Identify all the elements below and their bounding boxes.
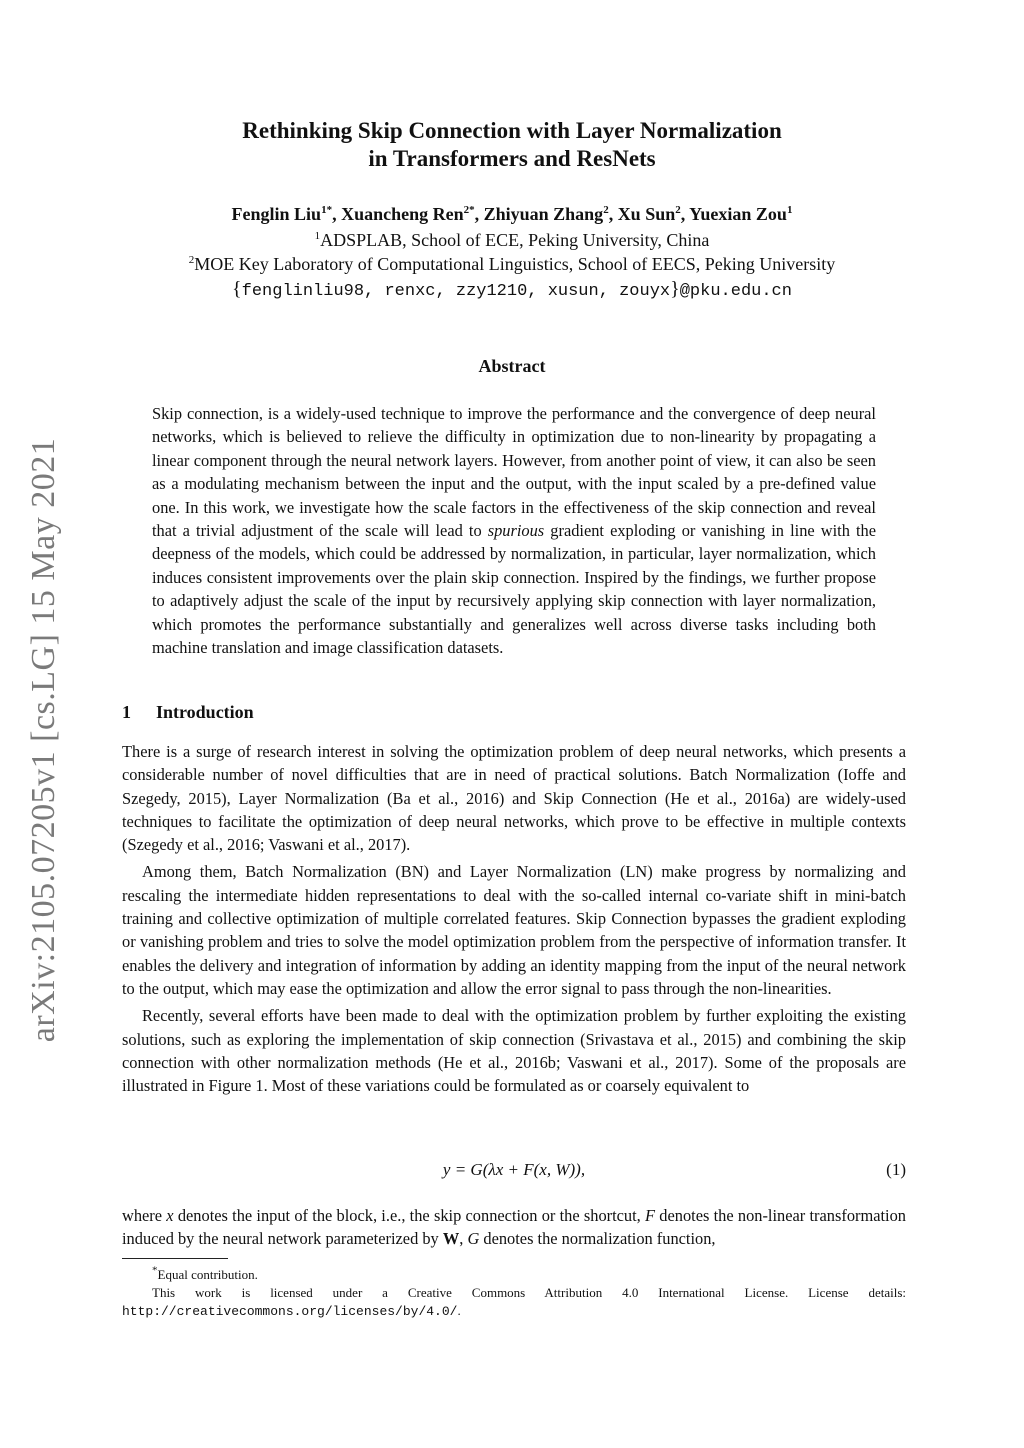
affiliation-2 (0, 252, 1024, 276)
author-sup: 2 (675, 204, 681, 216)
title-line-2: in Transformers and ResNets (368, 146, 656, 171)
section-number: 1 (122, 702, 131, 722)
paragraph-text: denotes the normalization function, (479, 1229, 716, 1249)
footnote-text: This work is licensed under a Creative Commons Attribution 4.0 International License. License details: (152, 1285, 906, 1300)
author-sup: 1* (321, 204, 333, 216)
equation-formula: y = G(λx + F(x, W)), (442, 1160, 586, 1179)
email-brace-close: } (670, 278, 680, 300)
affiliation-text: ADSPLAB, School of ECE, Peking University, China (320, 230, 710, 250)
math-symbol: F (645, 1206, 656, 1225)
intro-body-continued (122, 1204, 906, 1251)
affiliation-text: MOE Key Laboratory of Computational Linguistics, School of EECS, Peking University (194, 254, 836, 274)
paragraph: There is a surge of research interest in solving the optimization problem of deep neural networks, which presents a considerable number of novel difficulties that are in need of practical solutions. Batch Normalization (Ioffe and Szegedy, 2015), Layer Normalization (Ba et al., 2016) and Skip Connection (He et al., 2016a) are widely-used techniques to facilitate the optimization of deep neural networks, which prove to be effective in multiple contexts (Szegedy et al., 2016; Vaswani et al., 2017). (122, 742, 906, 855)
affiliation-sup: 1 (314, 230, 321, 242)
author-name: , Zhiyuan Zhang (474, 204, 604, 224)
equation-number: (1) (886, 1160, 906, 1179)
email-names: fenglinliu98, renxc, zzy1210, xusun, zouyx (241, 282, 671, 301)
abstract-text: Skip connection, is a widely-used technique to improve the performance and the convergence of deep neural networks, which is believed to relieve the difficulty in optimization due to non-linearity by propagating a linear component through the neural network layers. However, from another point of view, it can also be seen as a modulating mechanism between the input and the output, with the input scaled by a pre-defined value one. In this work, we investigate how the scale factors in the effectiveness of the skip connection and reveal that a trivial adjustment of the scale will lead to (152, 404, 876, 541)
footnote-rule (122, 1258, 228, 1259)
footnote-mark: * (152, 1264, 158, 1277)
math-symbol: x (166, 1206, 174, 1225)
paragraph: Among them, Batch Normalization (BN) and Layer Normalization (LN) make progress by normalizing and rescaling the intermediate hidden representations to deal with the so-called internal co-variate shift in mini-batch training and collective optimization of multiple correlated features. Skip Connection bypasses the gradient exploding or vanishing problem and tries to solve the model optimization problem from the perspective of information transfer. It enables the delivery and integration of information by adding an identity mapping from the input of the neural network to the output, which may ease the optimization and allow the error signal to pass through the non-linearities. (122, 862, 906, 998)
author-name: , Yuexian Zou (680, 204, 787, 224)
section-heading (122, 702, 254, 723)
paper-title (0, 117, 1024, 173)
email-domain: @pku.edu.cn (679, 282, 792, 301)
arxiv-identifier: arXiv:2105.07205v1 [cs.LG] 15 May 2021 (25, 437, 62, 1043)
author-name: , Xuancheng Ren (332, 204, 464, 224)
abstract-text: gradient exploding or vanishing in line with the deepness of the models, which could be addressed by normalization, in particular, layer normalization, which induces consistent improvements over the plain skip connection. Inspired by the findings, we further propose to adaptively adjust the scale of the input by recursively applying skip connection with layer normalization, which promotes the performance substantially and generalizes well across diverse tasks including both machine translation and image classification datasets. (152, 521, 876, 658)
paragraph-text: denotes the input of the block, i.e., the skip connection or the shortcut, (173, 1206, 646, 1225)
author-sup: 2* (463, 204, 475, 216)
footnote-text: . (457, 1303, 461, 1318)
math-symbol: G (467, 1229, 480, 1249)
author-list (0, 202, 1024, 226)
footnote-1 (122, 1266, 906, 1284)
paragraph-text: denotes the non-linear transformation induced by the neural network parameterized by (122, 1206, 906, 1249)
footnotes (122, 1266, 906, 1321)
paragraph: Recently, several efforts have been made to deal with the optimization problem by further exploiting the existing solutions, such as exploring the implementation of skip connection (Srivastava et al., 2015) and combining the skip connection with other normalization methods (He et al., 2016b; Vaswani et al., 2017). Some of the proposals are illustrated in Figure 1. Most of these variations could be formulated as or coarsely equivalent to (122, 1006, 906, 1096)
author-sup: 1 (786, 204, 793, 216)
author-name: , Xu Sun (608, 204, 676, 224)
affiliation-1 (0, 228, 1024, 252)
footnote-text: Equal contribution. (157, 1267, 258, 1282)
math-symbol: W (442, 1229, 460, 1249)
paragraph (122, 1204, 906, 1251)
title-line-1: Rethinking Skip Connection with Layer Normalization (242, 118, 782, 143)
intro-body (122, 740, 906, 1097)
paragraph-text: , (459, 1229, 468, 1249)
author-emails (0, 278, 1024, 301)
abstract-emphasis: spurious (487, 521, 545, 541)
section-title: Introduction (156, 702, 254, 722)
paragraph-text: where (122, 1206, 167, 1225)
email-brace-open: { (232, 278, 242, 300)
abstract-body (152, 402, 876, 659)
affiliation-sup: 2 (188, 254, 195, 266)
author-sup: 2 (603, 204, 609, 216)
author-name: Fenglin Liu (231, 204, 322, 224)
footnote-2 (122, 1284, 906, 1321)
abstract-heading: Abstract (478, 356, 546, 376)
license-link[interactable]: http://creativecommons.org/licenses/by/4.0/ (122, 1304, 458, 1319)
